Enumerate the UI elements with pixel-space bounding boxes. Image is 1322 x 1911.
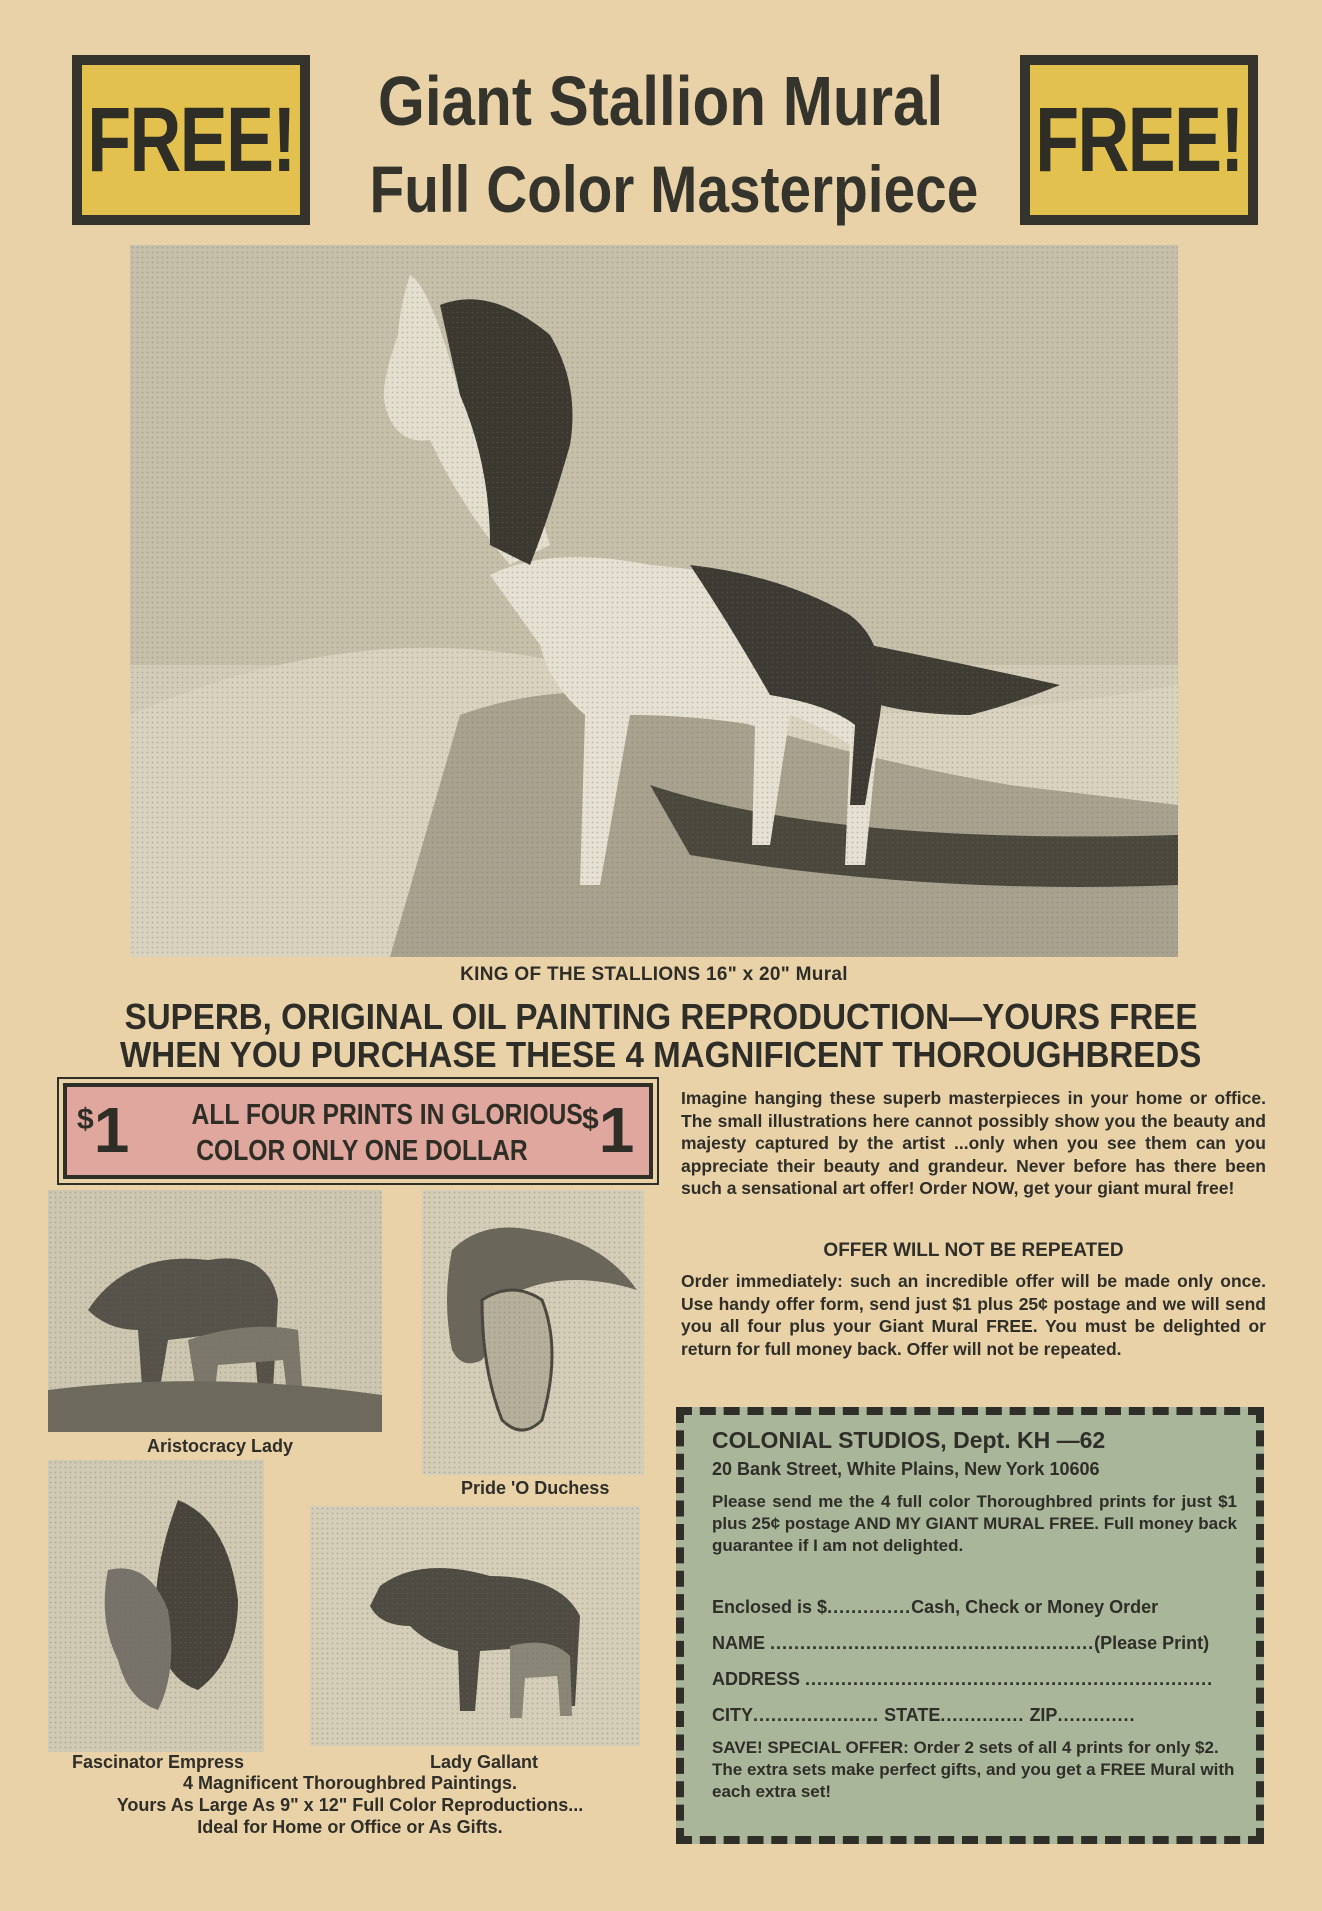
price-bar [63, 1083, 653, 1179]
title-line-1: Giant Stallion Mural [378, 62, 944, 140]
title-line-2: Full Color Masterpiece [369, 152, 979, 226]
free-badge-right [1020, 55, 1258, 225]
offer-heading: OFFER WILL NOT BE REPEATED [823, 1240, 1124, 1261]
label-lady-gallant: Lady Gallant [430, 1752, 539, 1772]
copy-paragraph-2: Order immediately: such an incredible offer will be made only once. Use handy offer form, send just $1 plus 25¢ postage and we will send you all four plus your Giant Mural FREE. You must be delighted or return for full money back. Offer will not be repeated. [681, 1271, 1266, 1359]
label-pride-o-duchess: Pride 'O Duchess [461, 1478, 610, 1498]
price-right: $1 [582, 1094, 635, 1166]
print-fascinator-illustration [48, 1460, 264, 1752]
stallion-mural-image [130, 245, 1178, 957]
address-field[interactable]: ADDRESS .................................................................... [712, 1669, 1214, 1689]
prints-blurb: 4 Magnificent Thoroughbred Paintings. Yours As Large As 9" x 12" Full Color Reproductions... Ideal for Home or Office or As Gifts. [116, 1773, 584, 1837]
print-gallant-illustration [310, 1506, 640, 1746]
mural-caption: KING OF THE STALLIONS 16" x 20" Mural [460, 964, 848, 985]
price-text: ALL FOUR PRINTS IN GLORIOUS COLOR ONLY ONE DOLLAR [191, 1099, 583, 1167]
enclosed-field[interactable]: Enclosed is $..............Cash, Check or Money Order [712, 1597, 1159, 1617]
free-badge-left [72, 55, 310, 225]
price-left: $1 [77, 1094, 130, 1166]
stallion-illustration [130, 245, 1178, 957]
city-state-zip-field[interactable]: CITY..................... STATE.............. ZIP............. [712, 1705, 1136, 1725]
headline-line-2: WHEN YOU PURCHASE THESE 4 MAGNIFICENT THOROUGHBREDS [120, 1034, 1202, 1075]
name-field[interactable]: NAME ......................................................(Please Print) [712, 1633, 1210, 1653]
special-offer: SAVE! SPECIAL OFFER: Order 2 sets of all 4 prints for only $2. The extra sets make perfect gifts, and you get a FREE Mural with each extra set! [712, 1738, 1235, 1801]
print-fascinator-empress [48, 1460, 264, 1752]
free-badge-right-text: FREE! [1035, 88, 1243, 191]
label-fascinator-empress: Fascinator Empress [72, 1752, 245, 1772]
print-pride-o-duchess [422, 1190, 644, 1475]
order-coupon[interactable] [676, 1407, 1264, 1844]
coupon-studio: COLONIAL STUDIOS, Dept. KH —62 [712, 1427, 1106, 1453]
print-lady-gallant [310, 1506, 640, 1746]
headline-line-1: SUPERB, ORIGINAL OIL PAINTING REPRODUCTION—YOURS FREE [124, 996, 1198, 1037]
label-aristocracy-lady: Aristocracy Lady [147, 1436, 294, 1456]
coupon-address: 20 Bank Street, White Plains, New York 10606 [712, 1459, 1100, 1479]
print-pride-illustration [422, 1190, 644, 1475]
print-aristocracy-lady [48, 1190, 382, 1432]
free-badge-left-text: FREE! [87, 88, 295, 191]
coupon-message: Please send me the 4 full color Thoroughbred prints for just $1 plus 25¢ postage AND MY GIANT MURAL FREE. Full money back guarantee if I am not delighted. [712, 1492, 1237, 1555]
print-aristocracy-illustration [48, 1190, 382, 1432]
copy-paragraph-1: Imagine hanging these superb masterpieces in your home or office. The small illustrations here cannot possibly show you the beauty and majesty captured by the artist ...only when you see them can you appreciate their beauty and grandeur. Never before has there been such a sensational art offer! Order NOW, get your giant mural free! [681, 1088, 1266, 1198]
